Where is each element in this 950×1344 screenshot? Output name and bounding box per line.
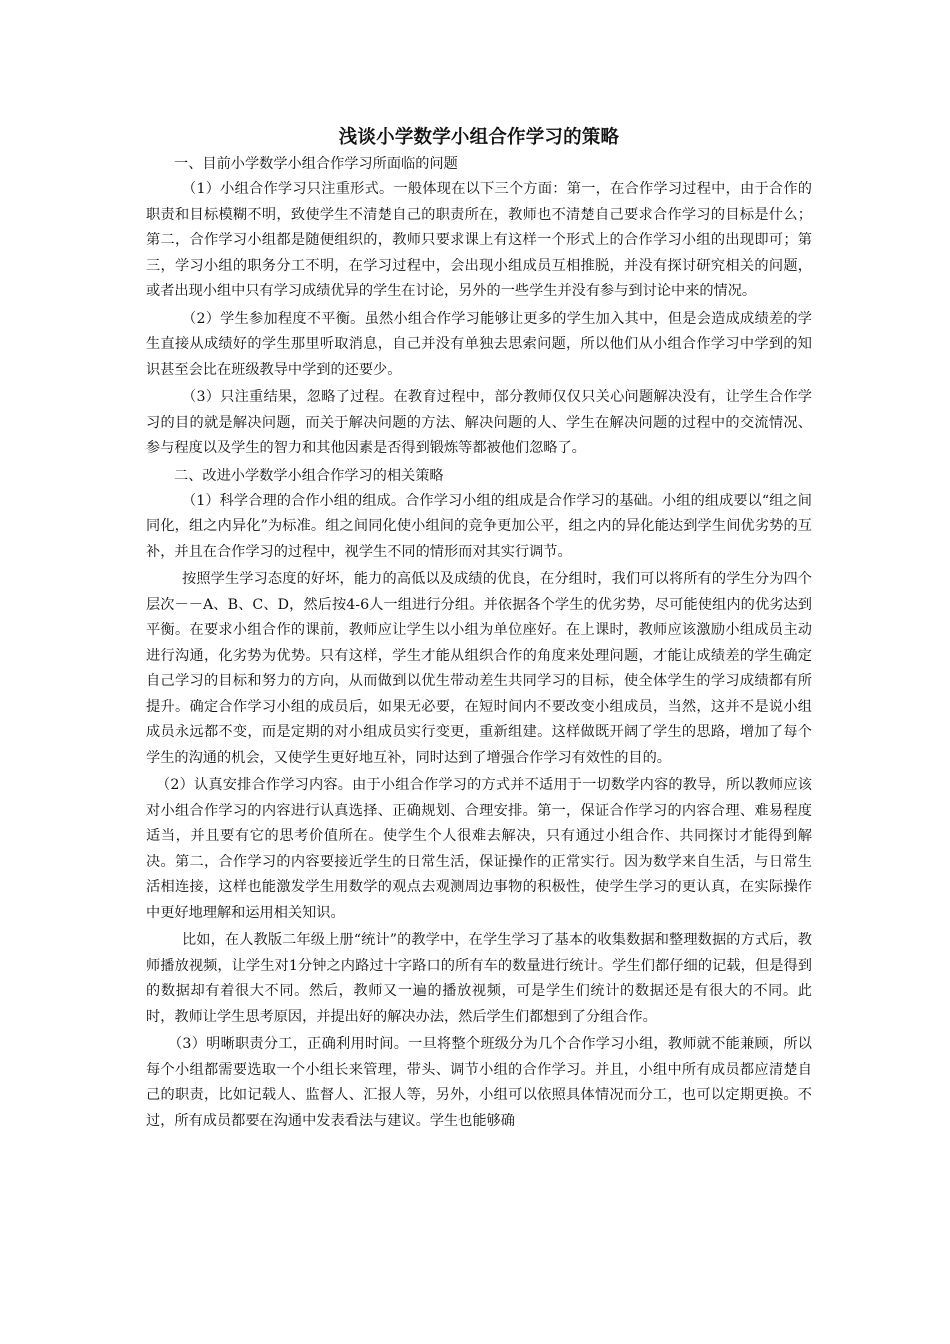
section-heading-1: 一、目前小学数学小组合作学习所面临的问题	[174, 156, 458, 172]
document-page	[146, 124, 812, 1136]
paragraph: 按照学生学习态度的好坏，能力的高低以及成绩的优良，在分组时，我们可以将所有的学生分为四个层次－－A、B、C、D，然后按4-6人一组进行分组。并依据各个学生的优劣势，尽可能使组内的优劣达到平衡。在要求小组合作的课前，教师应让学生以小组为单位座好。在上课时，教师应该激励小组成员主动进行沟通，化劣势为优势。只有这样，学生才能从组织合作的角度来处理问题，才能让成绩差的学生确定自己学习的目标和努力的方向，从而做到以优生带动差生共同学习的目标，使全体学生的学习成绩都有所提升。确定合作学习小组的成员后，如果无必要，在短时间内不要改变小组成员，当然，这并不是说小组成员永远都不变，而是定期的对小组成员实行变更，重新组建。这样做既开阔了学生的思路，增加了每个学生的沟通的机会，又使学生更好地互补，同时达到了增强合作学习有效性的目的。	[146, 571, 812, 766]
paragraph: （1）科学合理的合作小组的组成。合作学习小组的组成是合作学习的基础。小组的组成要以“组之间同化，组之内异化”为标准。组之间同化使小组间的竞争更加公平，组之内的异化能达到学生间优劣势的互补，并且在合作学习的过程中，视学生不同的情形而对其实行调节。	[146, 492, 812, 560]
paragraph: （1）小组合作学习只注重形式。一般体现在以下三个方面：第一，在合作学习过程中，由于合作的职责和目标模糊不明，致使学生不清楚自己的职责所在，教师也不清楚自己要求合作学习的目标是什么；第二，合作学习小组都是随便组织的，教师只要求课上有这样一个形式上的合作学习小组的出现即可；第三，学习小组的职务分工不明，在学习过程中，会出现小组成员互相推脱，并没有探讨研究相关的问题，或者出现小组中只有学习成绩优异的学生在讨论，另外的一些学生并没有参与到讨论中来的情况。	[146, 181, 812, 299]
paragraph: （3）明晰职责分工，正确利用时间。一旦将整个班级分为几个合作学习小组，教师就不能兼顾，所以每个小组都需要选取一个小组长来管理，带头、调节小组的合作学习。并且，小组中所有成员都应清楚自己的职责，比如记载人、监督人、汇报人等，另外，小组可以依照具体情况而分工，也可以定期更换。不过，所有成员都要在沟通中发表看法与建议。学生也能够确	[146, 1036, 812, 1129]
section-heading-2: 二、改进小学数学小组合作学习的相关策略	[174, 467, 444, 484]
paragraph: （3）只注重结果，忽略了过程。在教育过程中，部分教师仅仅只关心问题解决没有，让学生合作学习的目的就是解决问题，而关于解决问题的方法、解决问题的人、学生在解决问题的过程中的交流情况、参与程度以及学生的智力和其他因素是否得到锻炼等都被他们忽略了。	[146, 389, 812, 456]
paragraph: （2）认真安排合作学习内容。由于小组合作学习的方式并不适用于一切数学内容的教导，所以教师应该对小组合作学习的内容进行认真选择、正确规划、合理安排。第一，保证合作学习的内容合理、难易程度适当，并且要有它的思考价值所在。使学生个人很难去解决，只有通过小组合作、共同探讨才能得到解决。第二，合作学习的内容要接近学生的日常生活，保证操作的正常实行。因为数学来自生活，与日常生活相连接，这样也能激发学生用数学的观点去观测周边事物的积极性，使学生学习的更认真，在实际操作中更好地理解和运用相关知识。	[146, 777, 812, 921]
document-title: 浅谈小学数学小组合作学习的策略	[338, 127, 620, 148]
paragraph: 比如，在人教版二年级上册“统计”的教学中，在学生学习了基本的收集数据和整理数据的方式后，教师播放视频，让学生对1分钟之内路过十字路口的所有车的数量进行统计。学生们都仔细的记载，但是得到的数据却有着很大不同。然后，教师又一遍的播放视频，可是学生们统计的数据还是有很大的不同。此时，教师让学生思考原因，并提出好的解决办法，然后学生们都想到了分组合作。	[146, 932, 812, 1025]
paragraph: （2）学生参加程度不平衡。虽然小组合作学习能够让更多的学生加入其中，但是会造成成绩差的学生直接从成绩好的学生那里听取消息，自己并没有单独去思索问题，所以他们从小组合作学习中学到的知识甚至会比在班级教导中学到的还要少。	[146, 310, 812, 378]
